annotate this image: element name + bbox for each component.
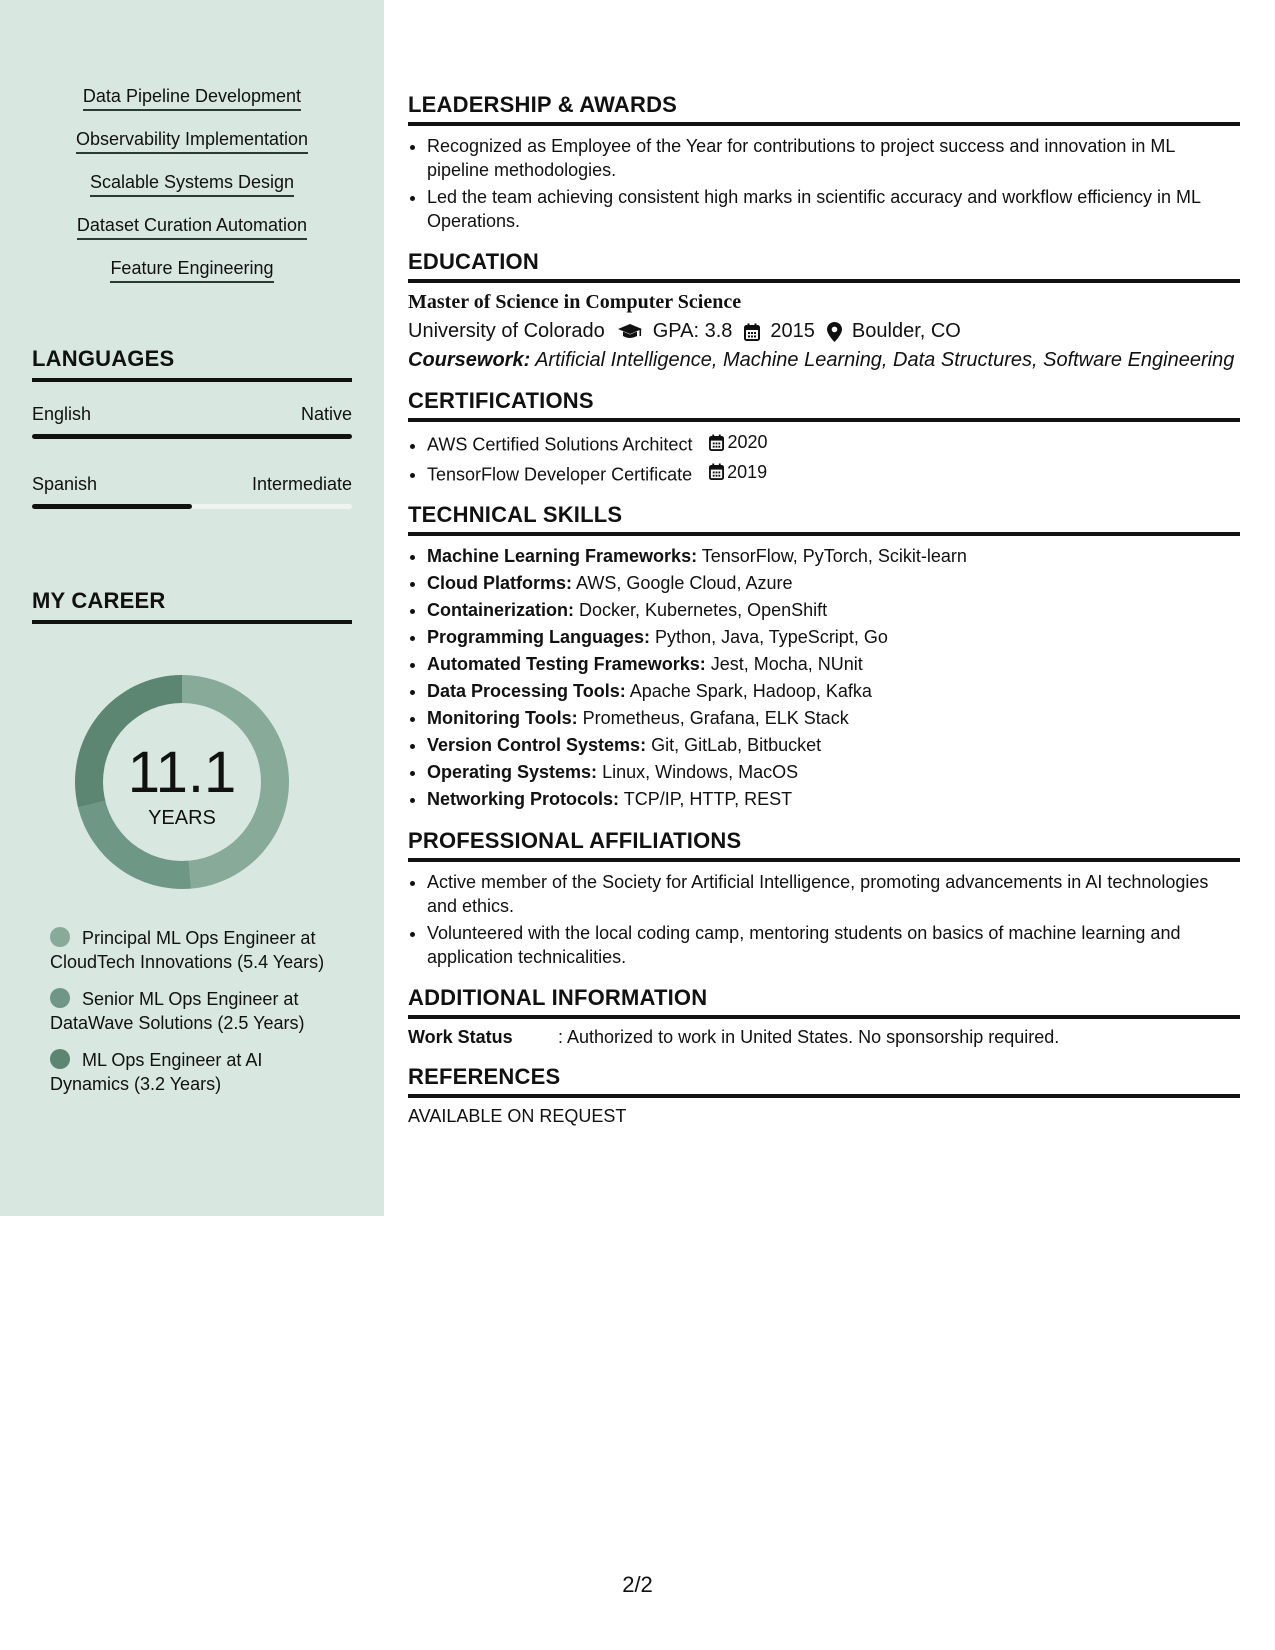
list-item: • Led the team achieving consistent high marks in scientific accuracy and workflow efficiency in ML Operations. xyxy=(427,185,1240,233)
school-location: Boulder, CO xyxy=(851,320,961,342)
section-title: EDUCATION xyxy=(408,249,1240,283)
list-item: • Recognized as Employee of the Year for contributions to project success and innovation in ML pipeline methodologies. xyxy=(427,134,1240,182)
skill-entry xyxy=(427,760,1240,785)
skill-list xyxy=(0,86,384,301)
section-title: TECHNICAL SKILLS xyxy=(408,502,1240,536)
certification-year: 2020 xyxy=(727,432,768,452)
list-item: • Volunteered with the local coding camp, mentoring students on basics of machine learning and application technicalities. xyxy=(427,921,1240,969)
location-pin-icon xyxy=(827,322,842,342)
career-list xyxy=(50,926,340,1109)
calendar-icon xyxy=(709,463,724,480)
skill-label: Programming Languages: xyxy=(427,627,651,647)
coursework-label: Coursework: xyxy=(408,349,531,371)
career-text: ML Ops Engineer at AI Dynamics (3.2 Years) xyxy=(50,1050,263,1094)
skill-value: Python, Java, TypeScript, Go xyxy=(655,627,888,647)
language-name: English xyxy=(32,404,92,424)
language-name: Spanish xyxy=(32,474,98,494)
page-number: 2/2 xyxy=(622,1572,653,1597)
additional-info-section xyxy=(408,985,1240,1048)
school-name: University of Colorado xyxy=(408,320,605,342)
skill-label: Monitoring Tools: xyxy=(427,708,578,728)
references-section xyxy=(408,1064,1240,1127)
skill-label: Version Control Systems: xyxy=(427,735,647,755)
section-title: CERTIFICATIONS xyxy=(408,388,1240,422)
skill-value: TCP/IP, HTTP, REST xyxy=(623,789,793,809)
skill-entry xyxy=(427,652,1240,677)
career-dot xyxy=(50,988,70,1008)
main-content xyxy=(408,92,1240,1143)
skill-entry xyxy=(427,733,1240,758)
career-unit: YEARS xyxy=(148,807,216,829)
career-text: Senior ML Ops Engineer at DataWave Solutions (2.5 Years) xyxy=(50,989,305,1033)
skill-item: Scalable Systems Design xyxy=(90,172,294,197)
skill-label: Operating Systems: xyxy=(427,762,598,782)
skill-label: Cloud Platforms: xyxy=(427,573,573,593)
leadership-section xyxy=(408,92,1240,233)
skill-label: Containerization: xyxy=(427,600,574,620)
career-donut-chart xyxy=(62,662,302,902)
graduation-cap-icon xyxy=(617,323,643,341)
language-bar xyxy=(32,504,352,509)
work-status-label: Work Status xyxy=(408,1027,513,1047)
certification-year-wrap xyxy=(709,430,767,454)
work-status-value: : Authorized to work in United States. No sponsorship required. xyxy=(558,1027,1060,1047)
skill-label: Data Processing Tools: xyxy=(427,681,626,701)
skill-value: TensorFlow, PyTorch, Scikit-learn xyxy=(701,546,967,566)
education-section xyxy=(408,249,1240,372)
career-dot xyxy=(50,1049,70,1069)
skill-entry xyxy=(427,598,1240,623)
certification-item xyxy=(427,430,1240,457)
skill-item: Observability Implementation xyxy=(76,129,308,154)
coursework-list: Artificial Intelligence, Machine Learning, Data Structures, Software Engineering xyxy=(535,349,1235,371)
skill-entry xyxy=(427,625,1240,650)
education-details xyxy=(408,320,1240,343)
skill-value: Prometheus, Grafana, ELK Stack xyxy=(582,708,849,728)
languages-heading: LANGUAGES xyxy=(32,346,352,382)
skill-value: Git, GitLab, Bitbucket xyxy=(651,735,822,755)
coursework xyxy=(408,349,1240,372)
calendar-icon xyxy=(744,323,760,341)
skill-item: Feature Engineering xyxy=(110,258,273,283)
skill-value: Apache Spark, Hadoop, Kafka xyxy=(629,681,872,701)
section-title: REFERENCES xyxy=(408,1064,1240,1098)
skill-entry xyxy=(427,544,1240,569)
sidebar xyxy=(0,0,384,1216)
skill-entry xyxy=(427,706,1240,731)
calendar-icon xyxy=(709,434,724,451)
section-title: ADDITIONAL INFORMATION xyxy=(408,985,1240,1019)
skill-entry xyxy=(427,571,1240,596)
certification-name: AWS Certified Solutions Architect xyxy=(427,434,693,455)
language-bar-fill xyxy=(32,504,192,509)
certification-name: TensorFlow Developer Certificate xyxy=(427,464,693,484)
technical-skills-section xyxy=(408,502,1240,812)
list-item: • Active member of the Society for Artificial Intelligence, promoting advancements in AI technologies and ethics. xyxy=(427,870,1240,918)
skill-item: Data Pipeline Development xyxy=(83,86,301,111)
skill-value: Docker, Kubernetes, OpenShift xyxy=(579,600,828,620)
graduation-year: 2015 xyxy=(770,320,815,342)
language-row xyxy=(32,404,352,425)
work-status-row xyxy=(408,1027,1240,1048)
section-title: LEADERSHIP & AWARDS xyxy=(408,92,1240,126)
skill-label: Networking Protocols: xyxy=(427,789,620,809)
career-total: 11.1 xyxy=(127,740,237,805)
career-heading: MY CAREER xyxy=(32,588,352,624)
language-bar xyxy=(32,434,352,439)
skill-value: AWS, Google Cloud, Azure xyxy=(576,573,793,593)
skill-entry xyxy=(427,679,1240,704)
skill-label: Automated Testing Frameworks: xyxy=(427,654,706,674)
skill-entry xyxy=(427,787,1240,812)
degree-title: Master of Science in Computer Science xyxy=(408,291,742,313)
certification-item xyxy=(427,460,1240,487)
skill-item: Dataset Curation Automation xyxy=(77,215,307,240)
gpa: GPA: 3.8 xyxy=(652,320,733,342)
certification-year: 2019 xyxy=(727,461,768,482)
skill-value: Linux, Windows, MacOS xyxy=(602,762,799,782)
career-item xyxy=(50,1048,340,1096)
certification-year-wrap xyxy=(709,460,767,484)
references-text: AVAILABLE ON REQUEST xyxy=(408,1106,627,1126)
language-row xyxy=(32,474,352,495)
career-dot xyxy=(50,927,70,947)
career-item xyxy=(50,987,340,1035)
certifications-section xyxy=(408,388,1240,486)
skill-label: Machine Learning Frameworks: xyxy=(427,546,698,566)
career-text: Principal ML Ops Engineer at CloudTech Innovations (5.4 Years) xyxy=(50,928,325,972)
section-title: PROFESSIONAL AFFILIATIONS xyxy=(408,828,1240,862)
language-level: Intermediate xyxy=(251,474,352,494)
skill-value: Jest, Mocha, NUnit xyxy=(710,654,863,674)
affiliations-section xyxy=(408,828,1240,969)
career-item xyxy=(50,926,340,974)
language-level: Native xyxy=(300,404,352,424)
language-bar-fill xyxy=(32,434,352,439)
